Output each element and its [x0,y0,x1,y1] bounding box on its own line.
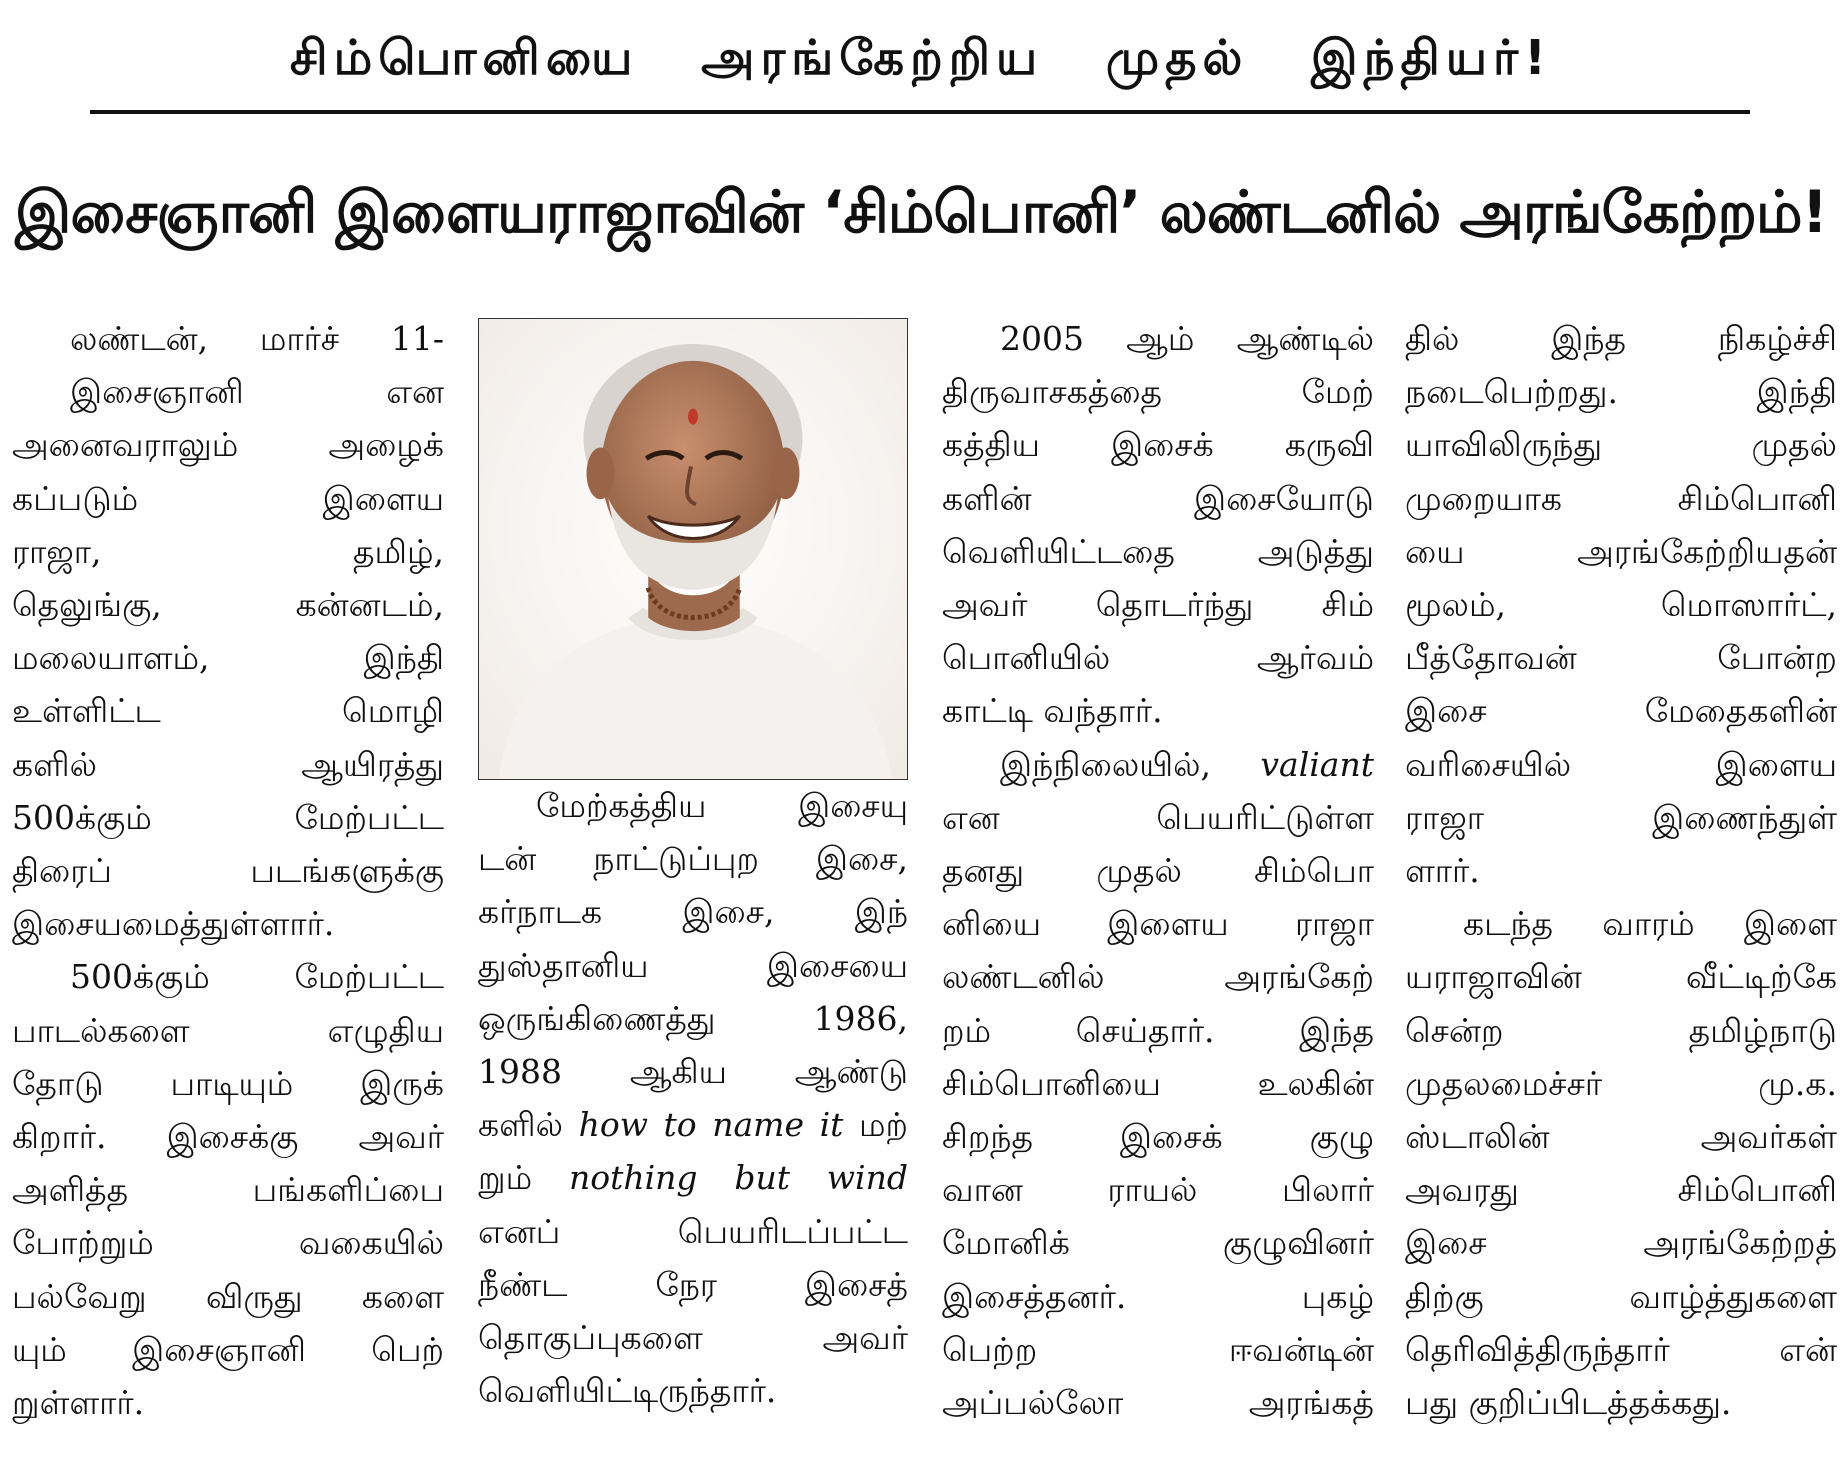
text-line: யராஜாவின் வீட்டிற்கே [1405,957,1837,997]
text-line: சிறந்த இசைக் குழு [942,1117,1374,1157]
text-line: இசைஞானி என [70,372,444,412]
text-line: தெலுங்கு, கன்னடம், [12,585,444,625]
english-title-fragment: nothing but wind [568,1158,908,1198]
text-line [478,1098,908,1151]
article-column-4 [1405,312,1837,1429]
text-line: வான ராயல் பிலார் [942,1170,1374,1210]
text-line: சென்ற தமிழ்நாடு [1405,1010,1837,1050]
text-fragment: இந்நிலையில், [1000,744,1211,784]
text-line: முதலமைச்சர் மு.க. [1405,1063,1837,1103]
text-line: அப்பல்லோ அரங்கத் [942,1383,1374,1423]
text-line: துஸ்தானிய இசையை [478,945,908,985]
text-line: வெளியிட்டிருந்தார். [478,1371,777,1411]
text-line: அளித்த பங்களிப்பை [12,1170,444,1210]
text-line: லண்டனில் அரங்கேற் [942,957,1374,997]
text-line: தோடு பாடியும் இருக் [12,1063,444,1103]
article-column-1 [12,312,444,1429]
kicker-headline: சிம்பொனியை அரங்கேற்றிய முதல் இந்தியர்! [290,30,1552,86]
text-fragment: மற் [858,1105,909,1145]
text-line: காட்டி வந்தார். [942,691,1163,731]
text-fragment: களில் [478,1105,563,1145]
text-line: பீத்தோவன் போன்ற [1405,638,1837,678]
text-line: திற்கு வாழ்த்துகளை [1405,1276,1837,1316]
text-line: நீண்ட நேர இசைத் [478,1264,908,1304]
text-line: அனைவராலும் அழைக் [12,425,444,465]
text-line: அவரது சிம்பொனி [1405,1170,1837,1210]
text-line: நடைபெற்றது. இந்தி [1405,372,1837,412]
text-line: வரிசையில் இளைய [1405,744,1837,784]
text-line: ஸ்டாலின் அவர்கள் [1405,1117,1837,1157]
text-line: றம் செய்தார். இந்த [942,1010,1374,1050]
text-line: திரைப் படங்களுக்கு [12,851,444,891]
text-line [478,1151,908,1204]
text-line: ளார். [1405,851,1480,891]
text-line: உள்ளிட்ட மொழி [12,691,444,731]
text-line: தெரிவித்திருந்தார் என் [1405,1329,1837,1369]
text-line: மோனிக் குழுவினர் [942,1223,1374,1263]
text-line: 500க்கும் மேற்பட்ட [12,797,444,837]
text-line: அவர் தொடர்ந்து சிம் [942,585,1374,625]
article-column-3 [942,312,1374,1429]
text-line: தில் இந்த நிகழ்ச்சி [1405,319,1837,358]
text-line: மலையாளம், இந்தி [12,638,444,678]
text-line: திருவாசகத்தை மேற் [942,372,1374,412]
text-line: ஒருங்கிணைத்து 1986, [478,998,908,1038]
text-line: மூலம், மொஸார்ட், [1405,585,1837,625]
text-line: னியை இளைய ராஜா [942,904,1374,944]
text-line: பெற்ற ஈவன்டின் [942,1329,1374,1369]
text-line: என பெயரிட்டுள்ள [942,797,1374,837]
text-line: எனப் பெயரிடப்பட்ட [478,1211,908,1251]
text-line: களின் இசையோடு [942,478,1374,518]
text-line: கிறார். இசைக்கு அவர் [12,1117,444,1157]
text-line: பொனியில் ஆர்வம் [942,638,1374,678]
text-line: இசை அரங்கேற்றத் [1405,1223,1837,1263]
text-line [942,738,1374,791]
text-line: கத்திய இசைக் கருவி [942,425,1374,465]
text-line: தனது முதல் சிம்பொ [942,851,1374,891]
text-line: யை அரங்கேற்றியதன் [1405,531,1837,571]
text-line: ராஜா இணைந்துள் [1405,797,1837,837]
article-column-2 [478,779,908,1417]
text-line: கடந்த வாரம் இளை [1463,904,1837,944]
portrait-illustration [479,319,907,779]
text-line: 500க்கும் மேற்பட்ட [70,957,444,997]
text-line: கப்படும் இளைய [12,478,444,518]
english-title-fragment: valiant [1260,744,1374,784]
text-line: இசையமைத்துள்ளார். [12,904,335,944]
english-title-fragment: how to name it [578,1105,844,1145]
text-line: இசைத்தனர். புகழ் [942,1276,1374,1316]
text-line: இசை மேதைகளின் [1405,691,1837,731]
text-line: களில் ஆயிரத்து [12,744,444,784]
text-line: பது குறிப்பிடத்தக்கது. [1405,1383,1732,1423]
text-line: கர்நாடக இசை, இந் [478,892,908,932]
text-line: ராஜா, தமிழ், [12,531,444,571]
text-line: டன் நாட்டுப்புற இசை, [478,839,908,879]
text-line: பாடல்களை எழுதிய [12,1010,444,1050]
text-line: வெளியிட்டதை அடுத்து [942,531,1374,571]
text-line: சிம்பொனியை உலகின் [942,1063,1374,1103]
text-line: 1988 ஆகிய ஆண்டு [478,1052,908,1092]
main-headline: இசைஞானி இளையராஜாவின் ‘சிம்பொனி’ லண்டனில் அரங்கேற்றம்! [14,178,1828,246]
text-line: முறையாக சிம்பொனி [1405,478,1837,518]
text-line: பல்வேறு விருது களை [12,1276,444,1316]
portrait-photo [478,318,908,780]
text-line: மேற்கத்திய இசையு [536,786,908,825]
text-line: றுள்ளார். [12,1383,145,1423]
text-line: போற்றும் வகையில் [12,1223,444,1263]
text-line: யும் இசைஞானி பெற் [12,1329,444,1369]
text-line: தொகுப்புகளை அவர் [478,1318,908,1358]
text-line: 2005 ஆம் ஆண்டில் [1000,319,1374,358]
headline-rule [90,110,1750,114]
text-line: லண்டன், மார்ச் 11- [70,319,444,358]
text-fragment: றும் [478,1158,533,1198]
text-line: யாவிலிருந்து முதல் [1405,425,1837,465]
